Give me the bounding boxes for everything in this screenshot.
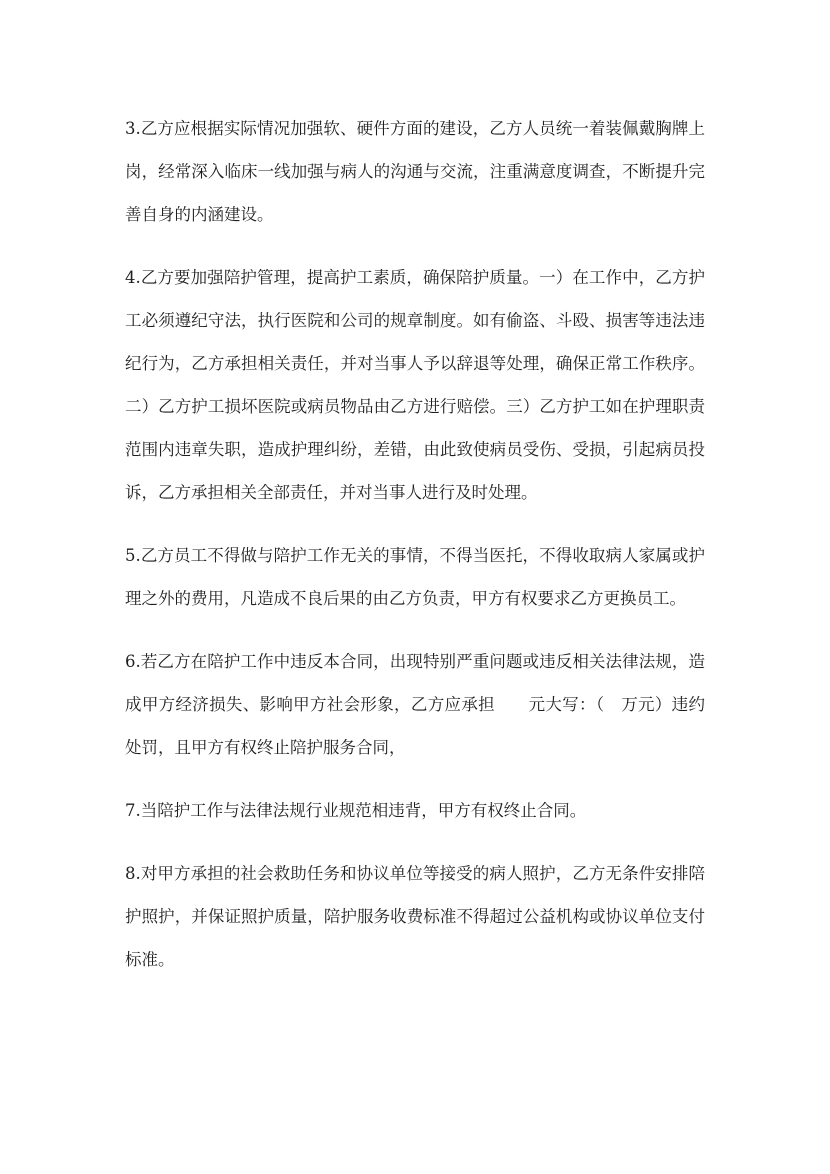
clause-4-line: 诉，乙方承担相关全部责任，并对当事人进行及时处理。 xyxy=(125,483,538,502)
clause-6-line: 6.若乙方在陪护工作中违反本合同，出现特别严重问题或违反相关法律法规，造 xyxy=(125,652,705,671)
clause-3-line: 岗，经常深入临床一线加强与病人的沟通与交流，注重满意度调查，不断提升完 xyxy=(125,162,705,181)
clause-3-line: 3.乙方应根据实际情况加强软、硬件方面的建设，乙方人员统一着装佩戴胸牌上 xyxy=(125,119,705,138)
clause-6-line: 处罚，且甲方有权终止陪护服务合同， xyxy=(125,738,406,757)
clause-5-line: 5.乙方员工不得做与陪护工作无关的事情，不得当医托，不得收取病人家属或护 xyxy=(125,546,705,565)
clause-4-line: 4.乙方要加强陪护管理，提高护工素质，确保陪护质量。一）在工作中，乙方护 xyxy=(125,268,705,287)
clause-8 xyxy=(125,852,705,981)
clause-5 xyxy=(125,534,705,620)
clause-7-line: 7.当陪护工作与法律法规行业规范相违背，甲方有权终止合同。 xyxy=(125,801,587,820)
clause-4-line: 二）乙方护工损坏医院或病员物品由乙方进行赔偿。三）乙方护工如在护理职责 xyxy=(125,397,705,416)
clause-8-line: 标准。 xyxy=(125,950,175,969)
clause-3-line: 善自身的内涵建设。 xyxy=(125,205,274,224)
clause-8-line: 8.对甲方承担的社会救助任务和协议单位等接受的病人照护，乙方无条件安排陪 xyxy=(125,864,705,883)
clause-6-line: 成甲方经济损失、影响甲方社会形象，乙方应承担 元大写：（ 万元）违约 xyxy=(125,695,705,714)
clause-7 xyxy=(125,789,705,832)
clause-4-line: 工必须遵纪守法，执行医院和公司的规章制度。如有偷盗、斗殴、损害等违法违 xyxy=(125,311,705,330)
clause-4 xyxy=(125,256,705,514)
clause-6 xyxy=(125,640,705,769)
clause-3 xyxy=(125,107,705,236)
clause-5-line: 理之外的费用，凡造成不良后果的由乙方负责，甲方有权要求乙方更换员工。 xyxy=(125,589,686,608)
contract-clauses xyxy=(125,107,705,1001)
clause-8-line: 护照护，并保证照护质量，陪护服务收费标准不得超过公益机构或协议单位支付 xyxy=(125,907,705,926)
clause-4-line: 纪行为，乙方承担相关责任，并对当事人予以辞退等处理，确保正常工作秩序。 xyxy=(125,354,705,373)
clause-4-line: 范围内违章失职，造成护理纠纷，差错，由此致使病员受伤、受损，引起病员投 xyxy=(125,440,705,459)
